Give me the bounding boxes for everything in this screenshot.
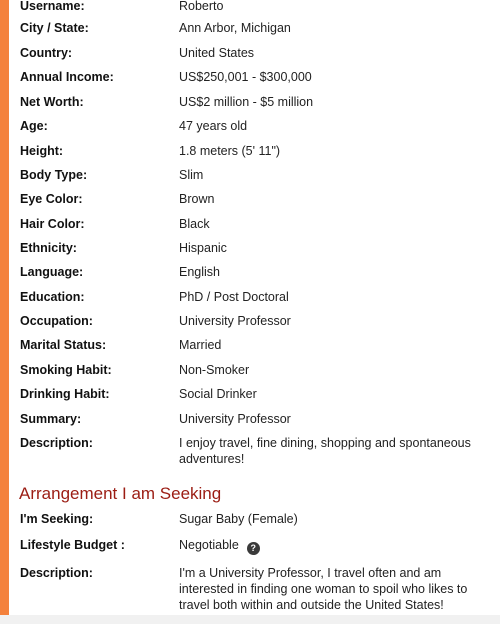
field-value: Negotiable bbox=[179, 538, 239, 552]
field-value: US$250,001 - $300,000 bbox=[179, 70, 312, 84]
field-label: Description: bbox=[20, 436, 93, 450]
field-value: I enjoy travel, fine dining, shopping and spontaneous adventures! bbox=[179, 436, 471, 466]
field-value: United States bbox=[179, 46, 255, 60]
field-label: Eye Color: bbox=[20, 192, 83, 206]
field-value: University Professor bbox=[179, 412, 291, 426]
accent-bar bbox=[0, 0, 9, 615]
field-label: City / State: bbox=[20, 21, 89, 35]
field-value-with-icon bbox=[179, 537, 495, 555]
help-icon[interactable]: ? bbox=[247, 542, 260, 555]
field-label: I'm Seeking: bbox=[20, 512, 94, 526]
field-value: Social Drinker bbox=[179, 387, 257, 401]
field-label: Description: bbox=[20, 566, 93, 580]
field-value: Roberto bbox=[179, 0, 224, 13]
field-label: Net Worth: bbox=[20, 95, 84, 109]
field-value: PhD / Post Doctoral bbox=[179, 290, 289, 304]
bottom-strip bbox=[0, 615, 500, 624]
field-label: Marital Status: bbox=[20, 338, 107, 352]
field-value: Married bbox=[179, 338, 222, 352]
field-value: Sugar Baby (Female) bbox=[179, 512, 298, 526]
field-label: Hair Color: bbox=[20, 217, 85, 231]
field-value: University Professor bbox=[179, 314, 291, 328]
field-label: Drinking Habit: bbox=[20, 387, 110, 401]
field-label: Smoking Habit: bbox=[20, 363, 112, 377]
field-value: Slim bbox=[179, 168, 204, 182]
field-value: US$2 million - $5 million bbox=[179, 95, 314, 109]
field-value: Non-Smoker bbox=[179, 363, 250, 377]
field-label: Summary: bbox=[20, 412, 82, 426]
field-label: Education: bbox=[20, 290, 85, 304]
field-value: 1.8 meters (5' 11") bbox=[179, 144, 281, 158]
field-label: Occupation: bbox=[20, 314, 93, 328]
field-value: Black bbox=[179, 217, 210, 231]
field-label: Body Type: bbox=[20, 168, 88, 182]
field-label: Lifestyle Budget : bbox=[20, 538, 125, 552]
field-label: Language: bbox=[20, 265, 84, 279]
field-label: Annual Income: bbox=[20, 70, 114, 84]
field-label: Ethnicity: bbox=[20, 241, 77, 255]
field-label: Age: bbox=[20, 119, 48, 133]
field-value: Brown bbox=[179, 192, 215, 206]
field-value: Hispanic bbox=[179, 241, 227, 255]
field-value: English bbox=[179, 265, 220, 279]
field-label: Username: bbox=[20, 0, 85, 13]
field-value: 47 years old bbox=[179, 119, 248, 133]
section-title-arrangement: Arrangement I am Seeking bbox=[19, 484, 222, 503]
field-value: I'm a University Professor, I travel often and am interested in finding one woman to spoil who likes to travel both within and outside the United States! bbox=[179, 566, 468, 612]
field-label: Country: bbox=[20, 46, 73, 60]
field-label: Height: bbox=[20, 144, 64, 158]
field-value: Ann Arbor, Michigan bbox=[179, 21, 291, 35]
